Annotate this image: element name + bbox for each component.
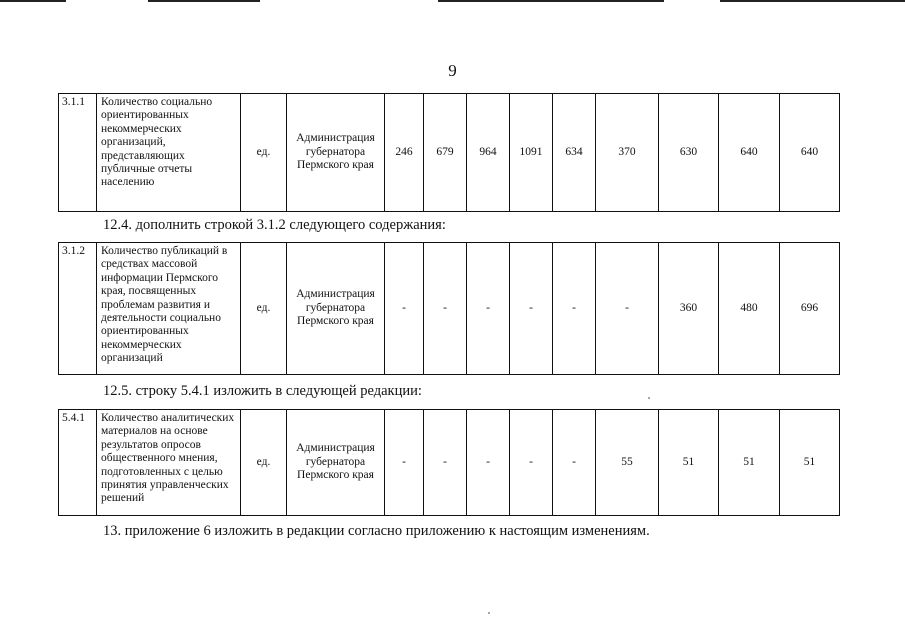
value-cell: 51 <box>719 410 780 516</box>
value-cell: - <box>385 410 424 516</box>
value-cell: - <box>467 243 510 375</box>
responsible-cell: Администрация губернатора Пермского края <box>287 94 385 212</box>
scan-speck <box>648 397 650 399</box>
value-cell: - <box>553 410 596 516</box>
value-cell: - <box>467 410 510 516</box>
row-number: 5.4.1 <box>59 410 97 516</box>
value-cell: - <box>596 243 659 375</box>
scan-edge-line <box>720 0 905 2</box>
scan-edge-line <box>148 0 260 2</box>
value-cell: 246 <box>385 94 424 212</box>
value-cell: 634 <box>553 94 596 212</box>
value-cell: 360 <box>659 243 719 375</box>
value-cell: 696 <box>780 243 840 375</box>
value-cell: - <box>385 243 424 375</box>
paragraph-12-4: 12.4. дополнить строкой 3.1.2 следующего содержания: <box>103 217 446 233</box>
value-cell: 55 <box>596 410 659 516</box>
indicator-name: Количество публикаций в средствах массовой информации Пермского края, посвященных проблемам развития и деятельности социально ориентированных некоммерческих организаций <box>97 243 241 375</box>
responsible-cell: Администрация губернатора Пермского края <box>287 410 385 516</box>
paragraph-12-5: 12.5. строку 5.4.1 изложить в следующей редакции: <box>103 383 422 399</box>
value-cell: - <box>510 410 553 516</box>
value-cell: 480 <box>719 243 780 375</box>
value-cell: 640 <box>719 94 780 212</box>
table-row-5-4-1 <box>58 409 840 516</box>
value-cell: 370 <box>596 94 659 212</box>
value-cell: 640 <box>780 94 840 212</box>
table-row-3-1-1 <box>58 93 840 212</box>
row-number: 3.1.1 <box>59 94 97 212</box>
table-row-3-1-2 <box>58 242 840 375</box>
value-cell: - <box>424 243 467 375</box>
paragraph-13: 13. приложение 6 изложить в редакции согласно приложению к настоящим изменениям. <box>103 523 650 539</box>
value-cell: - <box>553 243 596 375</box>
indicator-name: Количество социально ориентированных некоммерческих организаций, представляющих публичные отчеты населению <box>97 94 241 212</box>
value-cell: 679 <box>424 94 467 212</box>
value-cell: - <box>510 243 553 375</box>
unit-cell: ед. <box>241 410 287 516</box>
page-number: 9 <box>448 61 457 80</box>
scan-edge-line <box>0 0 66 2</box>
value-cell: 964 <box>467 94 510 212</box>
unit-cell: ед. <box>241 94 287 212</box>
scan-speck <box>488 612 490 614</box>
unit-cell: ед. <box>241 243 287 375</box>
responsible-cell: Администрация губернатора Пермского края <box>287 243 385 375</box>
value-cell: 630 <box>659 94 719 212</box>
value-cell: 1091 <box>510 94 553 212</box>
scan-edge-line <box>438 0 664 2</box>
value-cell: 51 <box>780 410 840 516</box>
row-number: 3.1.2 <box>59 243 97 375</box>
value-cell: 51 <box>659 410 719 516</box>
indicator-name: Количество аналитических материалов на основе результатов опросов общественного мнения, подготовленных с целью принятия управленческих решений <box>97 410 241 516</box>
value-cell: - <box>424 410 467 516</box>
